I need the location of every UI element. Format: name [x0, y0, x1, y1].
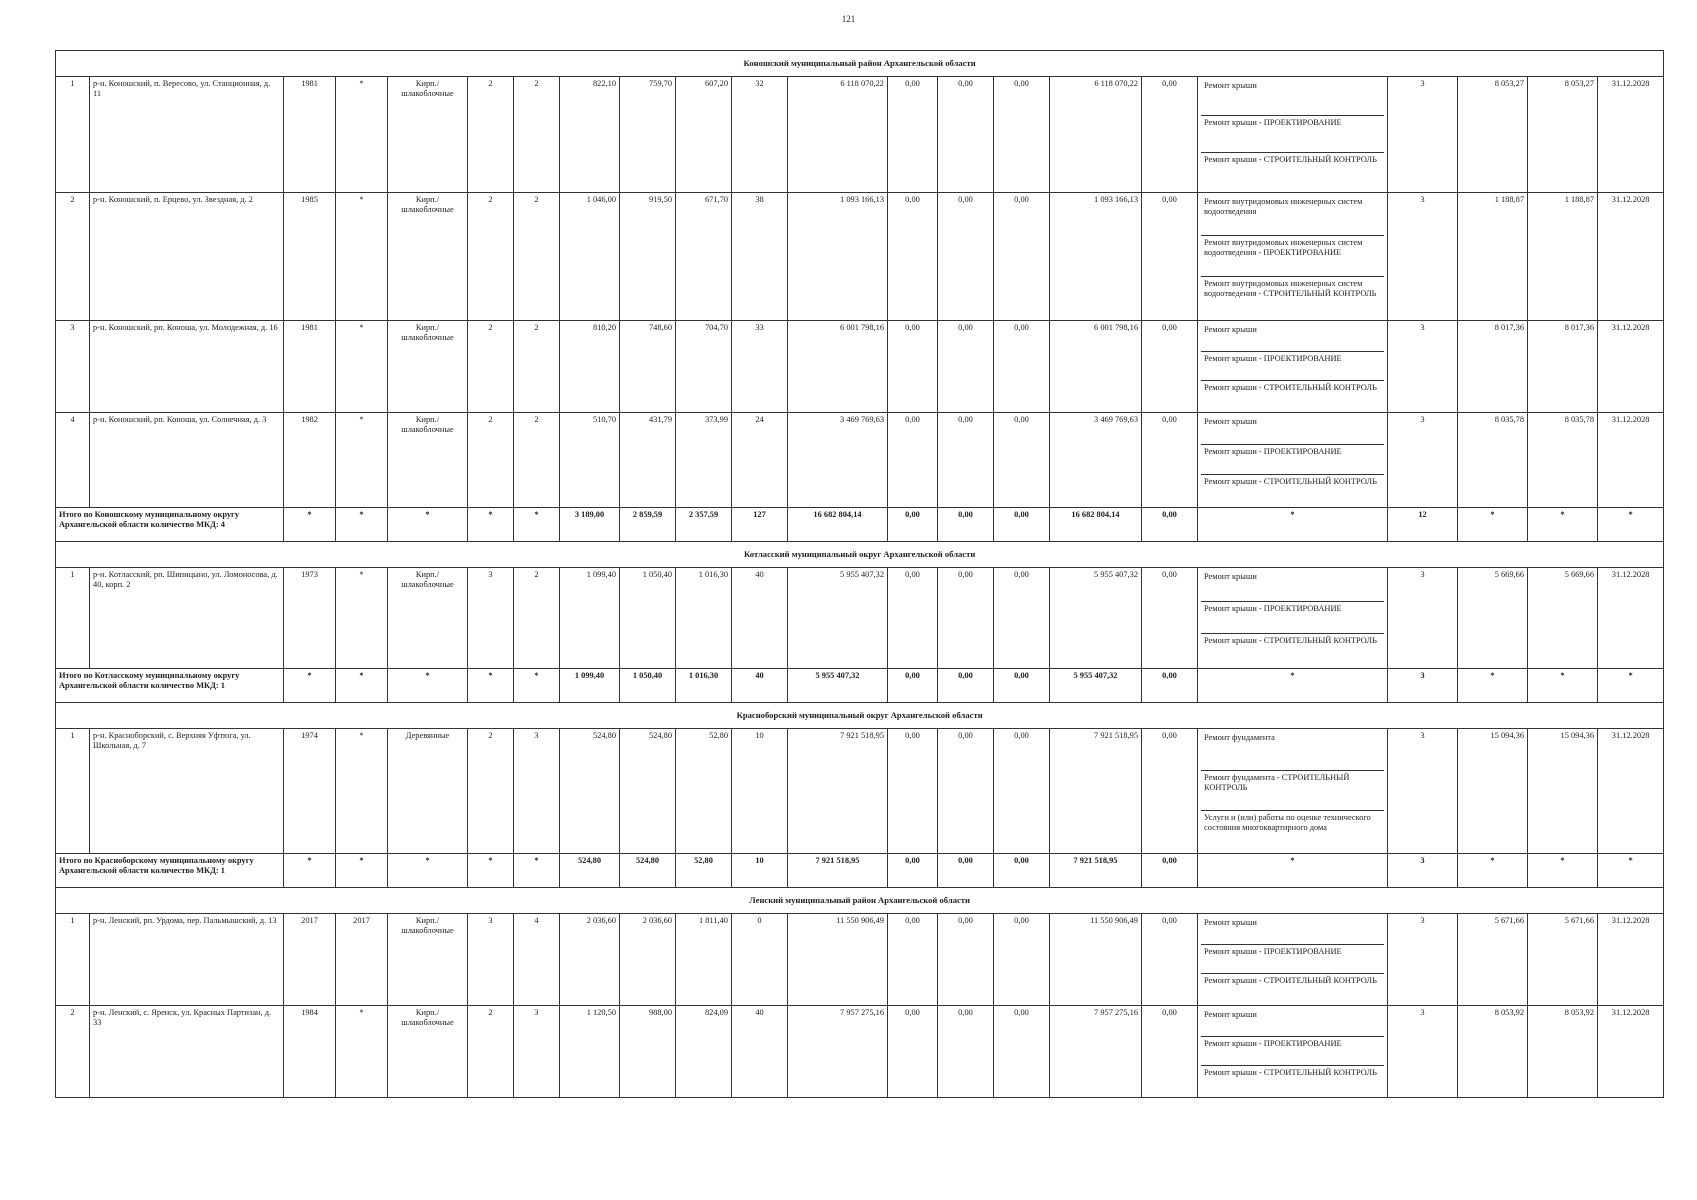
area-living-cell: 607,20 — [676, 77, 732, 193]
total-label: Итого по Котласскому муниципальному округу Архангельской области количество МКД: 1 — [56, 669, 284, 703]
c-owners-cell: 1 093 166,13 — [1050, 193, 1142, 321]
area-living-cell: 52,80 — [676, 729, 732, 854]
year-built-cell: 1981 — [284, 321, 336, 413]
total-area-total: 1 099,40 — [560, 669, 620, 703]
total-c-owners: 7 921 518,95 — [1050, 854, 1142, 888]
c-fed-cell: 0,00 — [888, 413, 938, 508]
total-star: * — [388, 508, 468, 542]
c-owners-cell: 6 118 070,22 — [1050, 77, 1142, 193]
address-cell: р-н. Коношский, п. Вересово, ул. Станционная, д. 11 — [90, 77, 284, 193]
c-fed-cell: 0,00 — [888, 914, 938, 1006]
row-number: 1 — [56, 77, 90, 193]
year-reno-cell: * — [336, 321, 388, 413]
area-all-cell: 748,60 — [620, 321, 676, 413]
year-reno-cell: * — [336, 568, 388, 669]
max-cost-cell: 8 053,92 — [1528, 1006, 1598, 1098]
year-built-cell: 1974 — [284, 729, 336, 854]
work-item: Ремонт фундамента - СТРОИТЕЛЬНЫЙ КОНТРОЛЬ — [1201, 771, 1384, 811]
entrances-cell: 4 — [514, 914, 560, 1006]
year-built-cell: 1982 — [284, 413, 336, 508]
total-area-living: 1 016,30 — [676, 669, 732, 703]
total-star: * — [1198, 508, 1388, 542]
c-reg-cell: 0,00 — [938, 914, 994, 1006]
entrances-cell: 2 — [514, 193, 560, 321]
work-item: Ремонт крыши — [1201, 415, 1384, 445]
total-star: * — [1458, 669, 1528, 703]
entrances-cell: 3 — [514, 729, 560, 854]
row-number: 1 — [56, 568, 90, 669]
total-star: * — [1598, 669, 1664, 703]
floors-cell: 3 — [468, 568, 514, 669]
max-cost-cell: 1 188,87 — [1528, 193, 1598, 321]
walls-cell: Кирп./ шлакоблочные — [388, 413, 468, 508]
total-star: * — [1198, 669, 1388, 703]
area-total-cell: 510,70 — [560, 413, 620, 508]
c-owners-cell: 3 469 769,63 — [1050, 413, 1142, 508]
floors-cell: 3 — [468, 914, 514, 1006]
table-row — [56, 1006, 1664, 1098]
count-cell: 3 — [1388, 1006, 1458, 1098]
year-built-cell: 2017 — [284, 914, 336, 1006]
c-mun-cell: 0,00 — [994, 321, 1050, 413]
total-count: 3 — [1388, 669, 1458, 703]
year-reno-cell: * — [336, 729, 388, 854]
c-mun-cell: 0,00 — [994, 193, 1050, 321]
count-cell: 3 — [1388, 729, 1458, 854]
residents-cell: 0 — [732, 914, 788, 1006]
section-header-row — [56, 542, 1664, 568]
section-title: Красноборский муниципальный округ Архангельской области — [56, 703, 1664, 729]
entrances-cell: 2 — [514, 77, 560, 193]
total-c-fed: 0,00 — [888, 508, 938, 542]
capital-repair-register-table — [55, 50, 1664, 1098]
entrances-cell: 2 — [514, 321, 560, 413]
residents-cell: 40 — [732, 1006, 788, 1098]
address-cell: р-н. Коношский, п. Ерцево, ул. Звездная, д. 2 — [90, 193, 284, 321]
works-cell — [1198, 914, 1388, 1006]
area-living-cell: 1 016,30 — [676, 568, 732, 669]
year-built-cell: 1984 — [284, 1006, 336, 1098]
c-reg-cell: 0,00 — [938, 321, 994, 413]
unit-cost-cell: 8 053,27 — [1458, 77, 1528, 193]
works-cell — [1198, 729, 1388, 854]
work-item: Ремонт крыши - ПРОЕКТИРОВАНИЕ — [1201, 602, 1384, 634]
total-c-mun: 0,00 — [994, 508, 1050, 542]
total-area-living: 2 357,59 — [676, 508, 732, 542]
c-other-cell: 0,00 — [1142, 729, 1198, 854]
area-total-cell: 524,80 — [560, 729, 620, 854]
area-total-cell: 1 046,00 — [560, 193, 620, 321]
walls-cell: Кирп./ шлакоблочные — [388, 193, 468, 321]
area-living-cell: 824,09 — [676, 1006, 732, 1098]
c-mun-cell: 0,00 — [994, 77, 1050, 193]
deadline-cell: 31.12.2028 — [1598, 321, 1664, 413]
c-other-cell: 0,00 — [1142, 77, 1198, 193]
table-row — [56, 568, 1664, 669]
area-all-cell: 524,80 — [620, 729, 676, 854]
address-cell: р-н. Коношский, рп. Коноша, ул. Солнечная, д. 3 — [90, 413, 284, 508]
work-item: Ремонт фундамента — [1201, 731, 1384, 771]
section-title: Котласский муниципальный округ Архангельской области — [56, 542, 1664, 568]
total-area-all: 1 050,40 — [620, 669, 676, 703]
area-total-cell: 1 120,50 — [560, 1006, 620, 1098]
c-fed-cell: 0,00 — [888, 568, 938, 669]
area-total-cell: 822,10 — [560, 77, 620, 193]
residents-cell: 32 — [732, 77, 788, 193]
walls-cell: Кирп./ шлакоблочные — [388, 77, 468, 193]
entrances-cell: 2 — [514, 568, 560, 669]
area-living-cell: 373,99 — [676, 413, 732, 508]
row-number: 2 — [56, 1006, 90, 1098]
row-number: 1 — [56, 914, 90, 1006]
total-row — [56, 669, 1664, 703]
area-all-cell: 988,00 — [620, 1006, 676, 1098]
max-cost-cell: 15 094,36 — [1528, 729, 1598, 854]
c-reg-cell: 0,00 — [938, 193, 994, 321]
c-mun-cell: 0,00 — [994, 914, 1050, 1006]
deadline-cell: 31.12.2028 — [1598, 914, 1664, 1006]
unit-cost-cell: 1 188,87 — [1458, 193, 1528, 321]
address-cell: р-н. Ленский, с. Яренск, ул. Красных Партизан, д. 33 — [90, 1006, 284, 1098]
year-reno-cell: 2017 — [336, 914, 388, 1006]
total-star: * — [388, 854, 468, 888]
area-total-cell: 810,20 — [560, 321, 620, 413]
year-reno-cell: * — [336, 77, 388, 193]
max-cost-cell: 8 017,36 — [1528, 321, 1598, 413]
c-fed-cell: 0,00 — [888, 193, 938, 321]
total-star: * — [468, 508, 514, 542]
max-cost-cell: 5 669,66 — [1528, 568, 1598, 669]
floors-cell: 2 — [468, 193, 514, 321]
total-residents: 10 — [732, 854, 788, 888]
deadline-cell: 31.12.2028 — [1598, 729, 1664, 854]
total-star: * — [1458, 508, 1528, 542]
table-row — [56, 193, 1664, 321]
entrances-cell: 2 — [514, 413, 560, 508]
section-title: Ленский муниципальный район Архангельской области — [56, 888, 1664, 914]
row-number: 2 — [56, 193, 90, 321]
cost-total-cell: 7 921 518,95 — [788, 729, 888, 854]
section-header-row — [56, 51, 1664, 77]
works-cell — [1198, 193, 1388, 321]
walls-cell: Кирп./ шлакоблочные — [388, 321, 468, 413]
total-c-mun: 0,00 — [994, 669, 1050, 703]
total-star: * — [284, 508, 336, 542]
total-star: * — [1598, 854, 1664, 888]
total-row — [56, 854, 1664, 888]
total-area-all: 524,80 — [620, 854, 676, 888]
row-number: 1 — [56, 729, 90, 854]
c-fed-cell: 0,00 — [888, 1006, 938, 1098]
year-reno-cell: * — [336, 1006, 388, 1098]
total-cost-total: 5 955 407,32 — [788, 669, 888, 703]
area-living-cell: 1 811,40 — [676, 914, 732, 1006]
cost-total-cell: 3 469 769,63 — [788, 413, 888, 508]
c-fed-cell: 0,00 — [888, 77, 938, 193]
floors-cell: 2 — [468, 321, 514, 413]
works-cell — [1198, 1006, 1388, 1098]
works-cell — [1198, 413, 1388, 508]
count-cell: 3 — [1388, 413, 1458, 508]
total-c-fed: 0,00 — [888, 669, 938, 703]
c-other-cell: 0,00 — [1142, 1006, 1198, 1098]
total-c-fed: 0,00 — [888, 854, 938, 888]
deadline-cell: 31.12.2028 — [1598, 568, 1664, 669]
count-cell: 3 — [1388, 914, 1458, 1006]
area-living-cell: 671,70 — [676, 193, 732, 321]
total-label: Итого по Красноборскому муниципальному округу Архангельской области количество МКД: 1 — [56, 854, 284, 888]
work-item: Ремонт крыши - ПРОЕКТИРОВАНИЕ — [1201, 445, 1384, 475]
work-item: Ремонт крыши - ПРОЕКТИРОВАНИЕ — [1201, 116, 1384, 153]
c-other-cell: 0,00 — [1142, 413, 1198, 508]
total-star: * — [1198, 854, 1388, 888]
total-c-owners: 16 682 804,14 — [1050, 508, 1142, 542]
work-item: Ремонт крыши — [1201, 916, 1384, 945]
area-total-cell: 1 099,40 — [560, 568, 620, 669]
max-cost-cell: 5 671,66 — [1528, 914, 1598, 1006]
total-c-reg: 0,00 — [938, 508, 994, 542]
total-c-other: 0,00 — [1142, 669, 1198, 703]
work-item: Ремонт крыши — [1201, 79, 1384, 116]
c-reg-cell: 0,00 — [938, 77, 994, 193]
work-item: Ремонт крыши - ПРОЕКТИРОВАНИЕ — [1201, 945, 1384, 974]
total-area-all: 2 859,59 — [620, 508, 676, 542]
table-body — [56, 51, 1664, 1098]
entrances-cell: 3 — [514, 1006, 560, 1098]
count-cell: 3 — [1388, 77, 1458, 193]
total-star: * — [388, 669, 468, 703]
work-item: Услуги и (или) работы по оценке технического состояния многоквартирного дома — [1204, 813, 1371, 833]
c-other-cell: 0,00 — [1142, 914, 1198, 1006]
work-item: Ремонт крыши — [1201, 323, 1384, 352]
area-all-cell: 759,70 — [620, 77, 676, 193]
row-number: 4 — [56, 413, 90, 508]
total-star: * — [336, 669, 388, 703]
total-star: * — [1528, 854, 1598, 888]
c-other-cell: 0,00 — [1142, 193, 1198, 321]
area-all-cell: 431,79 — [620, 413, 676, 508]
c-mun-cell: 0,00 — [994, 729, 1050, 854]
count-cell: 3 — [1388, 568, 1458, 669]
c-mun-cell: 0,00 — [994, 568, 1050, 669]
work-item: Ремонт крыши - СТРОИТЕЛЬНЫЙ КОНТРОЛЬ — [1204, 1068, 1377, 1077]
year-built-cell: 1973 — [284, 568, 336, 669]
table-row — [56, 413, 1664, 508]
area-all-cell: 2 036,60 — [620, 914, 676, 1006]
section-title: Коношский муниципальный район Архангельской области — [56, 51, 1664, 77]
cost-total-cell: 6 001 798,16 — [788, 321, 888, 413]
total-residents: 127 — [732, 508, 788, 542]
year-built-cell: 1981 — [284, 77, 336, 193]
area-living-cell: 704,70 — [676, 321, 732, 413]
c-reg-cell: 0,00 — [938, 729, 994, 854]
works-cell — [1198, 568, 1388, 669]
total-area-total: 524,80 — [560, 854, 620, 888]
total-area-living: 52,80 — [676, 854, 732, 888]
work-item: Ремонт крыши — [1201, 1008, 1384, 1037]
work-item: Ремонт крыши - СТРОИТЕЛЬНЫЙ КОНТРОЛЬ — [1204, 383, 1377, 392]
count-cell: 3 — [1388, 193, 1458, 321]
work-item: Ремонт внутридомовых инженерных систем водоотведения — [1201, 195, 1384, 236]
cost-total-cell: 11 550 906,49 — [788, 914, 888, 1006]
year-reno-cell: * — [336, 193, 388, 321]
deadline-cell: 31.12.2028 — [1598, 193, 1664, 321]
total-c-reg: 0,00 — [938, 669, 994, 703]
total-row — [56, 508, 1664, 542]
cost-total-cell: 7 957 275,16 — [788, 1006, 888, 1098]
unit-cost-cell: 5 669,66 — [1458, 568, 1528, 669]
total-star: * — [284, 854, 336, 888]
unit-cost-cell: 5 671,66 — [1458, 914, 1528, 1006]
total-star: * — [336, 508, 388, 542]
works-cell — [1198, 321, 1388, 413]
year-reno-cell: * — [336, 413, 388, 508]
work-item: Ремонт крыши - СТРОИТЕЛЬНЫЙ КОНТРОЛЬ — [1204, 477, 1377, 486]
c-mun-cell: 0,00 — [994, 1006, 1050, 1098]
c-owners-cell: 5 955 407,32 — [1050, 568, 1142, 669]
area-all-cell: 919,50 — [620, 193, 676, 321]
table-row — [56, 729, 1664, 854]
work-item: Ремонт крыши - ПРОЕКТИРОВАНИЕ — [1201, 352, 1384, 381]
work-item: Ремонт крыши - СТРОИТЕЛЬНЫЙ КОНТРОЛЬ — [1204, 976, 1377, 985]
work-item: Ремонт внутридомовых инженерных систем водоотведения - ПРОЕКТИРОВАНИЕ — [1201, 236, 1384, 277]
total-c-other: 0,00 — [1142, 854, 1198, 888]
total-star: * — [336, 854, 388, 888]
total-c-owners: 5 955 407,32 — [1050, 669, 1142, 703]
area-total-cell: 2 036,60 — [560, 914, 620, 1006]
walls-cell: Деревянные — [388, 729, 468, 854]
residents-cell: 33 — [732, 321, 788, 413]
total-c-mun: 0,00 — [994, 854, 1050, 888]
address-cell: р-н. Котласский, рп. Шипицыно, ул. Ломоносова, д. 40, корп. 2 — [90, 568, 284, 669]
cost-total-cell: 6 118 070,22 — [788, 77, 888, 193]
max-cost-cell: 8 053,27 — [1528, 77, 1598, 193]
total-cost-total: 16 682 804,14 — [788, 508, 888, 542]
row-number: 3 — [56, 321, 90, 413]
total-count: 3 — [1388, 854, 1458, 888]
section-header-row — [56, 888, 1664, 914]
walls-cell: Кирп./ шлакоблочные — [388, 914, 468, 1006]
c-owners-cell: 11 550 906,49 — [1050, 914, 1142, 1006]
c-owners-cell: 6 001 798,16 — [1050, 321, 1142, 413]
total-c-reg: 0,00 — [938, 854, 994, 888]
c-mun-cell: 0,00 — [994, 413, 1050, 508]
total-cost-total: 7 921 518,95 — [788, 854, 888, 888]
area-all-cell: 1 050,40 — [620, 568, 676, 669]
address-cell: р-н. Ленский, рп. Урдома, пер. Пальмышский, д. 13 — [90, 914, 284, 1006]
works-cell — [1198, 77, 1388, 193]
floors-cell: 2 — [468, 413, 514, 508]
address-cell: р-н. Красноборский, с. Верхняя Уфтюга, ул. Школьная, д. 7 — [90, 729, 284, 854]
max-cost-cell: 8 035,78 — [1528, 413, 1598, 508]
year-built-cell: 1985 — [284, 193, 336, 321]
work-item: Ремонт крыши - СТРОИТЕЛЬНЫЙ КОНТРОЛЬ — [1204, 155, 1377, 164]
count-cell: 3 — [1388, 321, 1458, 413]
cost-total-cell: 5 955 407,32 — [788, 568, 888, 669]
c-other-cell: 0,00 — [1142, 321, 1198, 413]
floors-cell: 2 — [468, 1006, 514, 1098]
total-star: * — [1458, 854, 1528, 888]
deadline-cell: 31.12.2028 — [1598, 77, 1664, 193]
work-item: Ремонт крыши - ПРОЕКТИРОВАНИЕ — [1201, 1037, 1384, 1066]
work-item: Ремонт крыши - СТРОИТЕЛЬНЫЙ КОНТРОЛЬ — [1204, 636, 1377, 645]
cost-total-cell: 1 093 166,13 — [788, 193, 888, 321]
residents-cell: 24 — [732, 413, 788, 508]
total-star: * — [514, 669, 560, 703]
walls-cell: Кирп./ шлакоблочные — [388, 568, 468, 669]
work-item: Ремонт внутридомовых инженерных систем водоотведения - СТРОИТЕЛЬНЫЙ КОНТРОЛЬ — [1204, 279, 1377, 299]
floors-cell: 2 — [468, 729, 514, 854]
total-star: * — [284, 669, 336, 703]
total-c-other: 0,00 — [1142, 508, 1198, 542]
unit-cost-cell: 8 035,78 — [1458, 413, 1528, 508]
c-owners-cell: 7 957 275,16 — [1050, 1006, 1142, 1098]
table-row — [56, 321, 1664, 413]
table-row — [56, 914, 1664, 1006]
total-residents: 40 — [732, 669, 788, 703]
total-star: * — [514, 508, 560, 542]
deadline-cell: 31.12.2028 — [1598, 1006, 1664, 1098]
c-other-cell: 0,00 — [1142, 568, 1198, 669]
deadline-cell: 31.12.2028 — [1598, 413, 1664, 508]
total-label: Итого по Коношскому муниципальному округу Архангельской области количество МКД: 4 — [56, 508, 284, 542]
total-star: * — [1528, 669, 1598, 703]
c-reg-cell: 0,00 — [938, 413, 994, 508]
total-star: * — [1598, 508, 1664, 542]
page-number: 121 — [841, 14, 856, 24]
total-star: * — [468, 669, 514, 703]
c-reg-cell: 0,00 — [938, 568, 994, 669]
walls-cell: Кирп./ шлакоблочные — [388, 1006, 468, 1098]
c-fed-cell: 0,00 — [888, 729, 938, 854]
c-fed-cell: 0,00 — [888, 321, 938, 413]
work-item: Ремонт крыши — [1201, 570, 1384, 602]
residents-cell: 10 — [732, 729, 788, 854]
total-count: 12 — [1388, 508, 1458, 542]
section-header-row — [56, 703, 1664, 729]
unit-cost-cell: 8 053,92 — [1458, 1006, 1528, 1098]
residents-cell: 38 — [732, 193, 788, 321]
total-star: * — [1528, 508, 1598, 542]
unit-cost-cell: 8 017,36 — [1458, 321, 1528, 413]
residents-cell: 40 — [732, 568, 788, 669]
total-star: * — [514, 854, 560, 888]
table-row — [56, 77, 1664, 193]
total-star: * — [468, 854, 514, 888]
unit-cost-cell: 15 094,36 — [1458, 729, 1528, 854]
total-area-total: 3 189,00 — [560, 508, 620, 542]
c-owners-cell: 7 921 518,95 — [1050, 729, 1142, 854]
floors-cell: 2 — [468, 77, 514, 193]
address-cell: р-н. Коношский, рп. Коноша, ул. Молодежная, д. 16 — [90, 321, 284, 413]
c-reg-cell: 0,00 — [938, 1006, 994, 1098]
